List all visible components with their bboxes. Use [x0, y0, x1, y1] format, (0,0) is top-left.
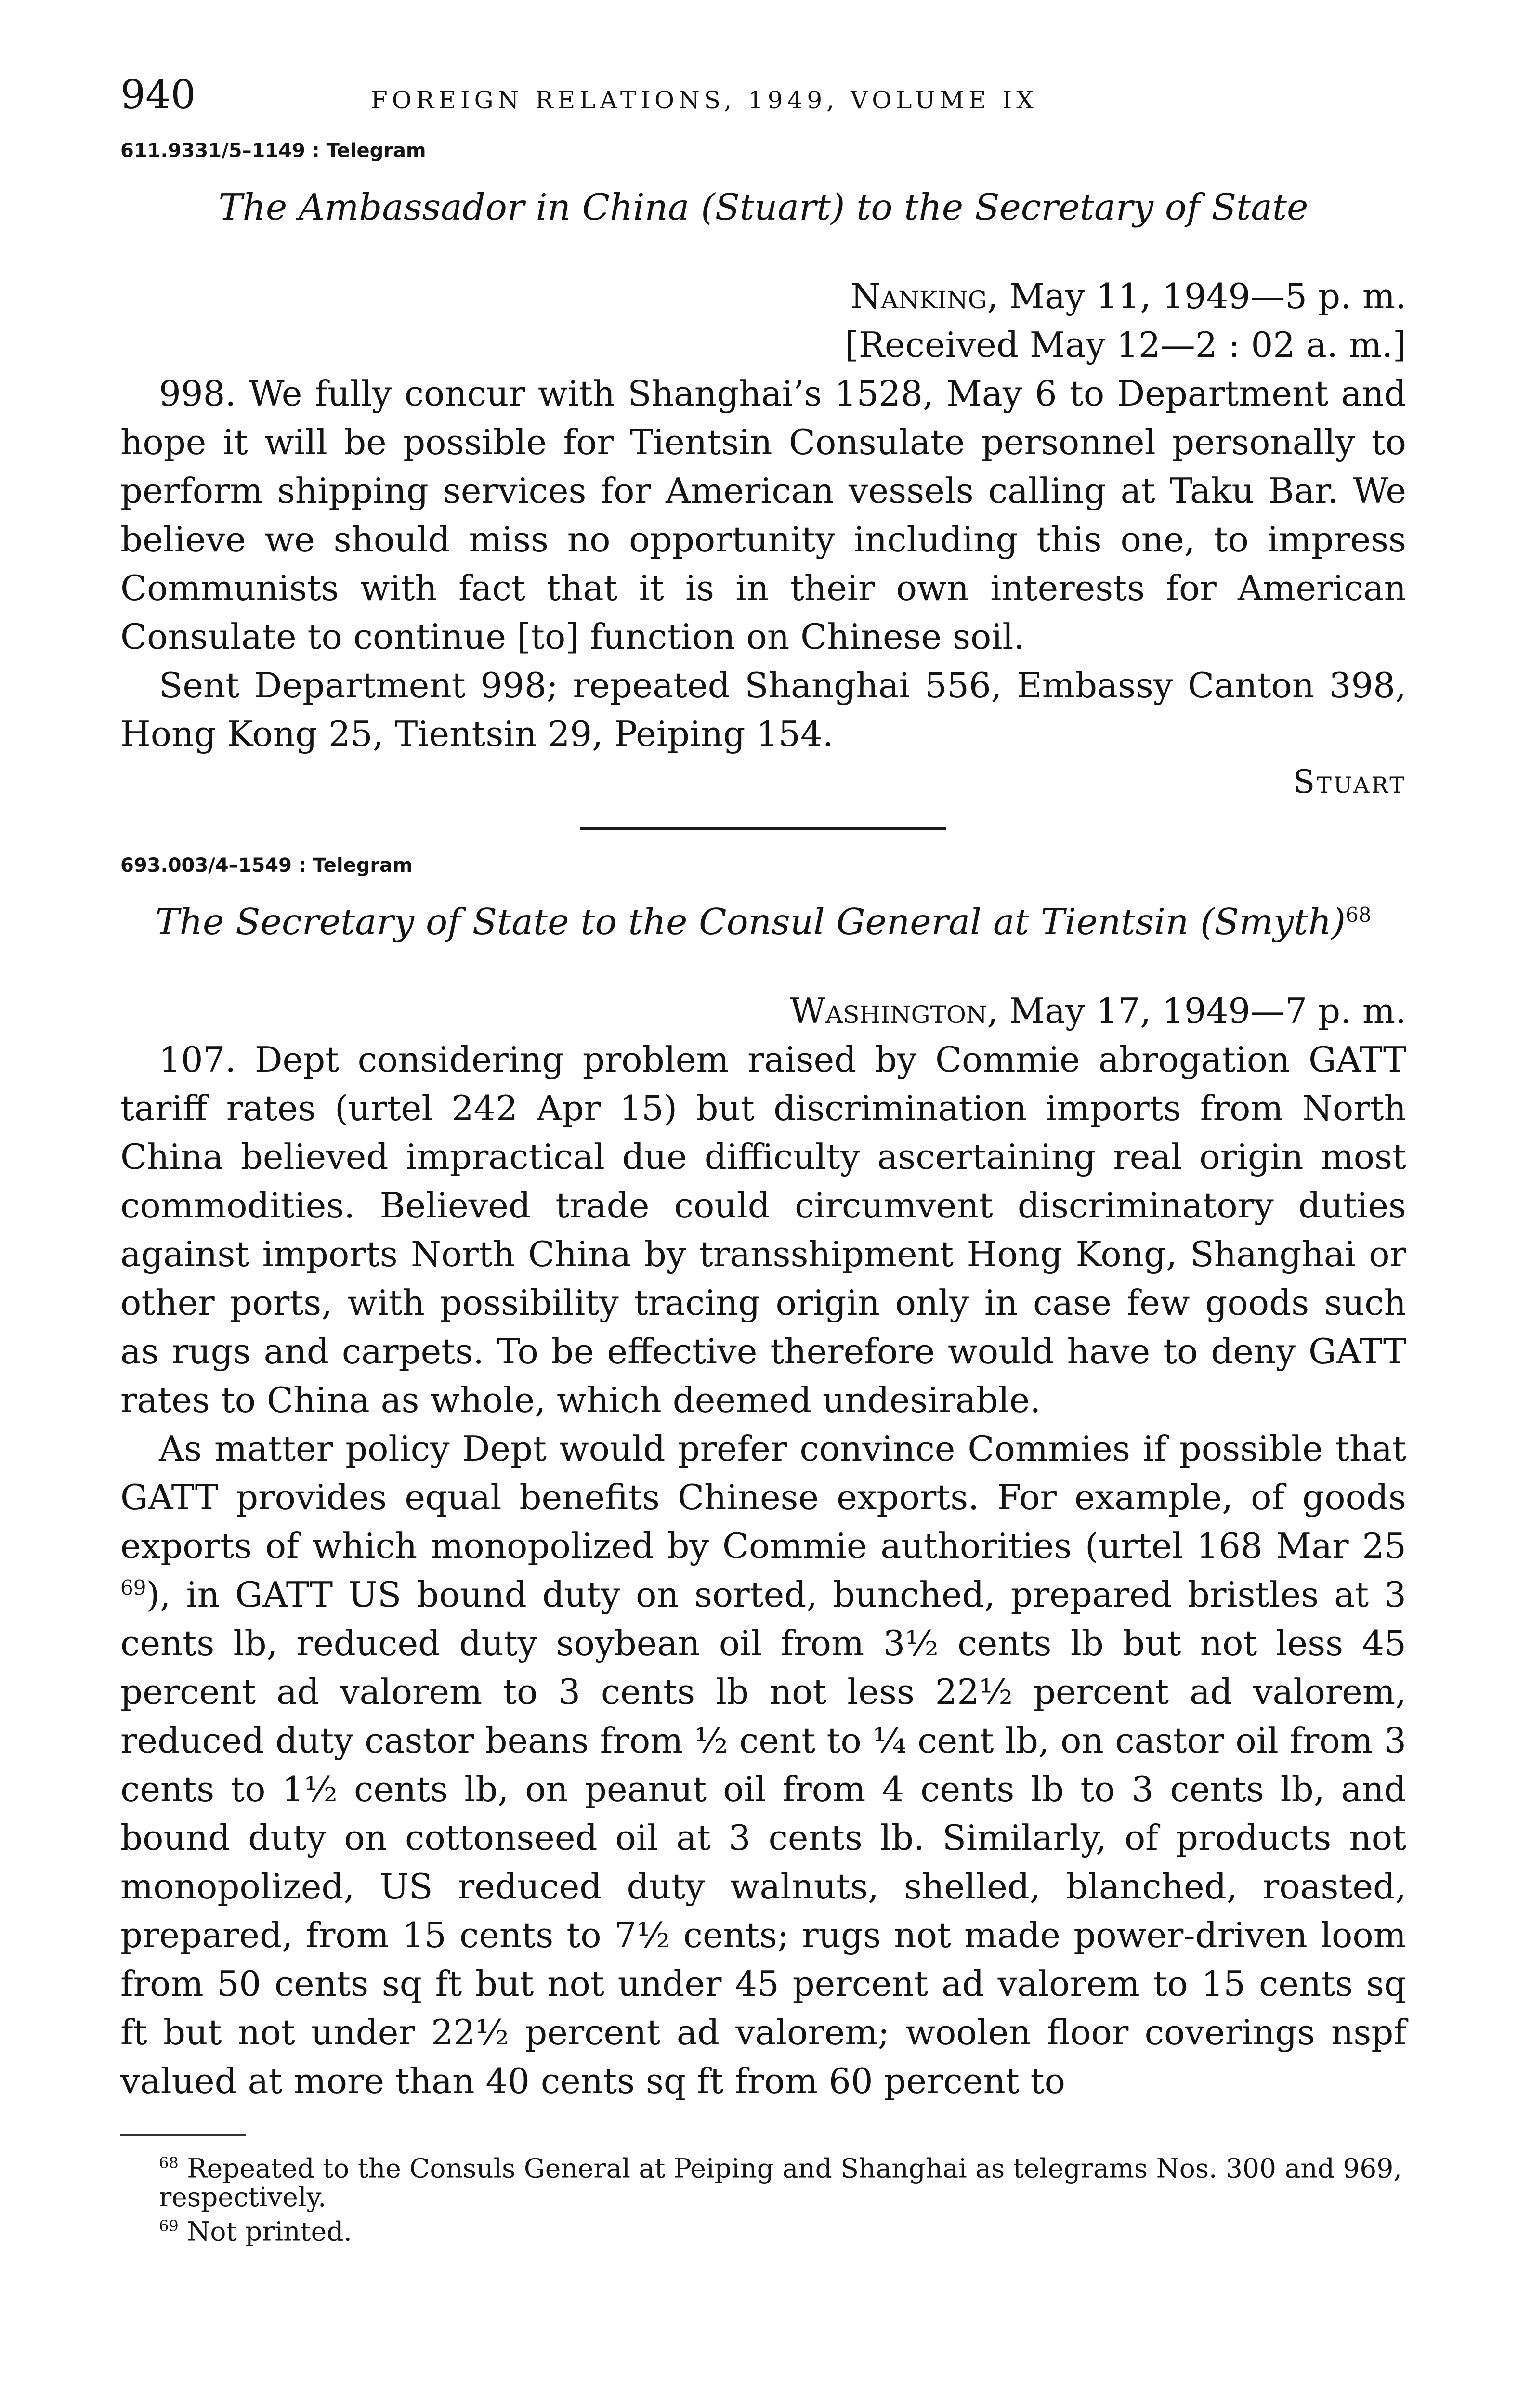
running-title: FOREIGN RELATIONS, 1949, VOLUME IX	[371, 86, 1038, 114]
signature-stuart: Stuart	[1293, 763, 1406, 800]
dateline-place-1: Nanking	[851, 276, 987, 316]
section-divider	[580, 827, 946, 830]
running-header	[120, 72, 1406, 125]
paragraph-matter-policy	[120, 1425, 1406, 2106]
paragraph-sent-department: Sent Department 998; repeated Shanghai 556, Embassy Canton 398, Hong Kong 25, Tientsin 29, Peiping 154.	[120, 665, 1406, 754]
footnote-69	[120, 2212, 1406, 2246]
footnote-ref-68: 68	[1346, 903, 1372, 927]
paragraph-matter-policy-b: ), in GATT US bound duty on sorted, bunched, prepared bristles at 3 cents lb, reduced duty soybean oil from 3½ cents lb but not less 45 percent ad valorem to 3 cents lb not less 22½ percent ad valorem, reduced duty castor beans from ½ cent to ¼ cent lb, on castor oil from 3 cents to 1½ cents lb, on peanut oil from 4 cents lb to 3 cents lb, and bound duty on cottonseed oil at 3 cents lb. Similarly, of products not monopolized, US reduced duty walnuts, shelled, blanched, roasted, prepared, from 15 cents to 7½ cents; rugs not made power-driven loom from 50 cents sq ft but not under 45 percent ad valorem to 15 cents sq ft but not under 22½ percent ad valorem; woolen floor coverings nspf valued at more than 40 cents sq ft from 60 percent to	[120, 1574, 1406, 2101]
dateline-place-2: Washington	[790, 991, 987, 1031]
footnote-68-text: Repeated to the Consuls General at Peiping and Shanghai as telegrams Nos. 300 and 969, respectively.	[159, 2153, 1402, 2213]
paragraph-matter-policy-a: As matter policy Dept would prefer convince Commies if possible that GATT provides equal benefits Chinese exports. For example, of goods exports of which monopolized by Commie authorities (urtel 168 Mar 25	[120, 1428, 1406, 1566]
received-note: [Received May 12—2 : 02 a. m.]	[845, 325, 1406, 365]
footnote-69-num: 69	[159, 2217, 179, 2236]
dateline-date-2: , May 17, 1949—7 p. m.	[987, 991, 1406, 1031]
dateline-date-1: , May 11, 1949—5 p. m.	[987, 276, 1406, 316]
footnote-68	[120, 2148, 1406, 2212]
dateline-1	[120, 272, 1406, 321]
footnote-68-num: 68	[159, 2154, 179, 2172]
page-number: 940	[120, 72, 196, 118]
document-page	[120, 72, 1406, 2246]
paragraph-107: 107. Dept considering problem raised by Commie abrogation GATT tariff rates (urtel 242 Apr 15) but discrimination imports from North China believed impractical due difficulty ascertaining real origin most commodities. Believed trade could circumvent discriminatory duties against imports North China by transshipment Hong Kong, Shanghai or other ports, with possibility tracing origin only in case few goods such as rugs and carpets. To be effective therefore would have to deny GATT rates to China as whole, which deemed undesirable.	[120, 1039, 1406, 1420]
footnote-rule	[120, 2134, 246, 2136]
paragraph-998: 998. We fully concur with Shanghai’s 1528, May 6 to Department and hope it will be possible for Tientsin Consulate personnel personally to perform shipping services for American vessels calling at Taku Bar. We believe we should miss no opportunity including this one, to impress Communists with fact that it is in their own interests for American Consulate to continue [to] function on Chinese soil.	[120, 373, 1406, 657]
document-title-2-text: The Secretary of State to the Consul General at Tientsin (Smyth)	[155, 901, 1346, 943]
document-title-1: The Ambassador in China (Stuart) to the Secretary of State	[218, 186, 1309, 228]
dateline-2	[120, 987, 1406, 1035]
footnote-ref-69: 69	[120, 1576, 146, 1599]
file-reference-2: 693.003/4–1549 : Telegram	[120, 854, 413, 877]
footnote-69-text: Not printed.	[187, 2216, 352, 2247]
file-reference-1: 611.9331/5–1149 : Telegram	[120, 140, 426, 162]
document-title-2	[120, 898, 1406, 946]
